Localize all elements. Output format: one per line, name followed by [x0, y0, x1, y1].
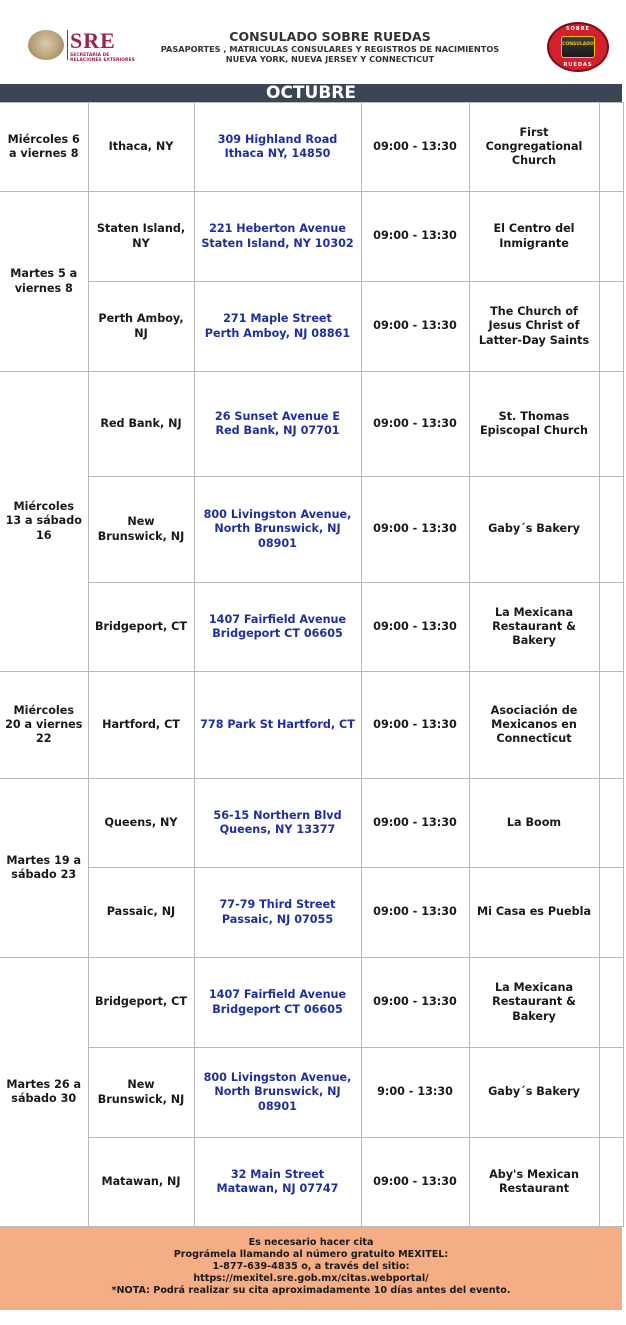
- page-title: CONSULADO SOBRE RUEDAS: [229, 29, 431, 44]
- venue-cell: Mi Casa es Puebla: [469, 868, 599, 958]
- address-line: 800 Livingston Avenue,: [203, 508, 352, 522]
- venue-cell: Aby's Mexican Restaurant: [469, 1138, 599, 1227]
- table-row: [0, 583, 623, 672]
- header-title-block: [146, 30, 514, 64]
- table-row: [0, 103, 623, 192]
- address-line: 26 Sunset Avenue E: [214, 409, 341, 423]
- city-cell: Red Bank, NJ: [88, 372, 194, 477]
- consulado-sobre-ruedas-badge: [547, 22, 609, 72]
- address-cell: [194, 779, 361, 868]
- city-cell: Ithaca, NY: [88, 103, 194, 192]
- empty-cell: [599, 583, 623, 672]
- empty-cell: [599, 779, 623, 868]
- date-range-cell: Miércoles 6 a viernes 8: [0, 103, 88, 192]
- table-row: [0, 958, 623, 1048]
- city-cell: Perth Amboy, NJ: [88, 282, 194, 372]
- footer-line-appointment: Es necesario hacer cita: [248, 1237, 374, 1248]
- schedule-table: [0, 102, 624, 1227]
- time-cell: 09:00 - 13:30: [361, 779, 469, 868]
- empty-cell: [599, 1048, 623, 1138]
- address-cell: [194, 958, 361, 1048]
- venue-cell: Asociación de Mexicanos en Connecticut: [469, 672, 599, 779]
- address-line: 778 Park St Hartford, CT: [200, 717, 355, 731]
- sre-logo-subtext: SECRETARÍA DE RELACIONES EXTERIORES: [70, 53, 135, 63]
- sre-logo-text: SRE: [70, 28, 116, 53]
- time-cell: 09:00 - 13:30: [361, 583, 469, 672]
- time-cell: 09:00 - 13:30: [361, 282, 469, 372]
- address-cell: [194, 868, 361, 958]
- venue-cell: La Boom: [469, 779, 599, 868]
- venue-cell: First Congregational Church: [469, 103, 599, 192]
- footer-line-url[interactable]: https://mexitel.sre.gob.mx/citas.webportal/: [193, 1273, 429, 1284]
- time-cell: 09:00 - 13:30: [361, 1138, 469, 1227]
- page-subtitle: PASAPORTES , MATRICULAS CONSULARES Y REGISTROS DE NACIMIENTOS: [160, 44, 500, 54]
- time-cell: 9:00 - 13:30: [361, 1048, 469, 1138]
- address-cell: [194, 372, 361, 477]
- address-line: 309 Highland Road: [217, 132, 338, 146]
- time-cell: 09:00 - 13:30: [361, 192, 469, 282]
- footer-line-mexitel: Prográmela llamando al número gratuito MEXITEL:: [173, 1249, 449, 1260]
- address-line: 08901: [258, 1099, 297, 1113]
- city-cell: New Brunswick, NJ: [88, 477, 194, 583]
- city-cell: Passaic, NJ: [88, 868, 194, 958]
- footer-line-note: *NOTA: Podrá realizar su cita aproximadamente 10 días antes del evento.: [111, 1285, 511, 1296]
- table-row: [0, 868, 623, 958]
- date-range-cell: Martes 26 a sábado 30: [0, 958, 88, 1227]
- table-row: [0, 372, 623, 477]
- address-cell: [194, 583, 361, 672]
- date-range-cell: Miércoles 20 a viernes 22: [0, 672, 88, 779]
- table-row: [0, 192, 623, 282]
- address-cell: [194, 1138, 361, 1227]
- empty-cell: [599, 192, 623, 282]
- address-line: 32 Main Street: [230, 1167, 325, 1181]
- badge-top-text: SOBRE: [566, 26, 590, 32]
- logo-divider: [67, 30, 68, 60]
- venue-cell: St. Thomas Episcopal Church: [469, 372, 599, 477]
- table-row: [0, 779, 623, 868]
- badge-mid-text: CONSULADO: [562, 42, 594, 47]
- time-cell: 09:00 - 13:30: [361, 103, 469, 192]
- table-row: [0, 1048, 623, 1138]
- city-cell: Hartford, CT: [88, 672, 194, 779]
- address-line: 271 Maple Street: [223, 312, 332, 326]
- address-line: 08901: [258, 536, 297, 550]
- address-cell: [194, 192, 361, 282]
- address-line: North Brunswick, NJ: [214, 522, 341, 536]
- address-line: Ithaca NY, 14850: [224, 147, 331, 160]
- empty-cell: [599, 958, 623, 1048]
- footer-note: [0, 1227, 622, 1310]
- address-line: Queens, NY 13377: [219, 823, 336, 836]
- empty-cell: [599, 282, 623, 372]
- date-range-cell: Martes 19 a sábado 23: [0, 779, 88, 958]
- mexico-coat-of-arms-icon: [28, 30, 64, 60]
- city-cell: New Brunswick, NJ: [88, 1048, 194, 1138]
- address-line: Red Bank, NJ 07701: [215, 424, 340, 437]
- date-range-cell: Miércoles 13 a sábado 16: [0, 372, 88, 672]
- van-icon: [561, 36, 595, 58]
- time-cell: 09:00 - 13:30: [361, 672, 469, 779]
- venue-cell: Gaby´s Bakery: [469, 1048, 599, 1138]
- address-line: 56-15 Northern Blvd: [213, 808, 342, 822]
- venue-cell: La Mexicana Restaurant & Bakery: [469, 958, 599, 1048]
- address-line: 800 Livingston Avenue,: [203, 1071, 352, 1085]
- sre-logo: [26, 24, 136, 68]
- page-header: [0, 0, 626, 84]
- empty-cell: [599, 103, 623, 192]
- venue-cell: Gaby´s Bakery: [469, 477, 599, 583]
- badge-bottom-text: RUEDAS: [563, 62, 593, 68]
- empty-cell: [599, 1138, 623, 1227]
- address-cell: [194, 282, 361, 372]
- venue-cell: La Mexicana Restaurant & Bakery: [469, 583, 599, 672]
- address-line: Perth Amboy, NJ 08861: [204, 326, 351, 340]
- address-line: Passaic, NJ 07055: [221, 912, 334, 926]
- address-line: 1407 Fairfield Avenue: [208, 988, 347, 1002]
- address-line: Matawan, NJ 07747: [216, 1182, 339, 1195]
- empty-cell: [599, 868, 623, 958]
- empty-cell: [599, 372, 623, 477]
- address-line: 1407 Fairfield Avenue: [208, 612, 347, 626]
- month-banner: OCTUBRE: [0, 84, 622, 102]
- empty-cell: [599, 672, 623, 779]
- address-line: Bridgeport CT 06605: [212, 1002, 343, 1016]
- time-cell: 09:00 - 13:30: [361, 868, 469, 958]
- city-cell: Bridgeport, CT: [88, 583, 194, 672]
- table-row: [0, 282, 623, 372]
- region-line: NUEVA YORK, NUEVA JERSEY Y CONNECTICUT: [225, 54, 435, 64]
- address-cell: [194, 672, 361, 779]
- address-cell: [194, 477, 361, 583]
- time-cell: 09:00 - 13:30: [361, 477, 469, 583]
- table-row: [0, 672, 623, 779]
- city-cell: Queens, NY: [88, 779, 194, 868]
- address-line: 77-79 Third Street: [219, 898, 336, 912]
- venue-cell: El Centro del Inmigrante: [469, 192, 599, 282]
- address-line: Bridgeport CT 06605: [212, 627, 343, 640]
- city-cell: Staten Island, NY: [88, 192, 194, 282]
- address-line: Staten Island, NY 10302: [201, 236, 354, 250]
- table-row: [0, 477, 623, 583]
- time-cell: 09:00 - 13:30: [361, 372, 469, 477]
- time-cell: 09:00 - 13:30: [361, 958, 469, 1048]
- footer-line-phone: 1-877-639-4835 o, a través del sitio:: [212, 1261, 410, 1272]
- venue-cell: The Church of Jesus Christ of Latter-Day Saints: [469, 282, 599, 372]
- date-range-cell: Martes 5 a viernes 8: [0, 192, 88, 372]
- empty-cell: [599, 477, 623, 583]
- address-cell: [194, 103, 361, 192]
- address-line: 221 Heberton Avenue: [209, 222, 346, 236]
- table-row: [0, 1138, 623, 1227]
- city-cell: Bridgeport, CT: [88, 958, 194, 1048]
- address-line: North Brunswick, NJ: [214, 1085, 341, 1099]
- address-cell: [194, 1048, 361, 1138]
- city-cell: Matawan, NJ: [88, 1138, 194, 1227]
